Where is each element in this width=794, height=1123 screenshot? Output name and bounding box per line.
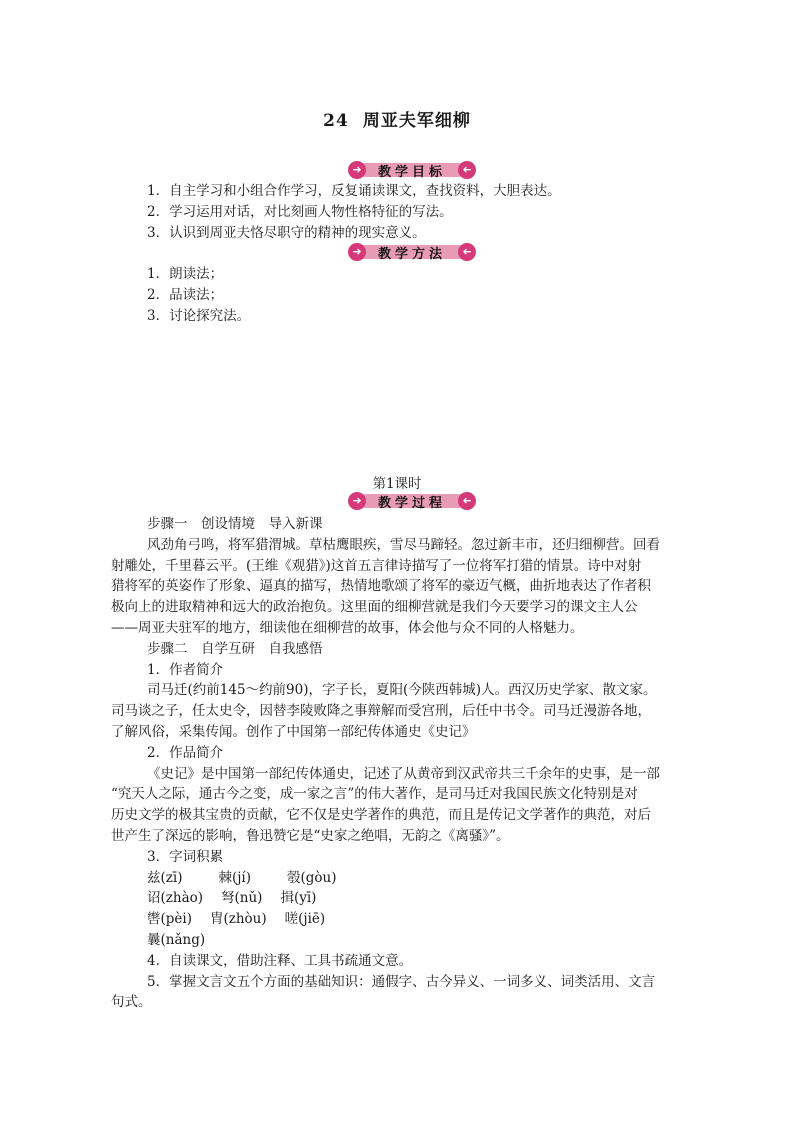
section-banner-methods	[348, 243, 476, 261]
lesson-title: 周亚夫军细柳	[362, 111, 471, 131]
vocab-row	[147, 868, 355, 888]
arrow-right-icon: ➜	[348, 243, 366, 261]
process-line: 《史记》是中国第一部纪传体通史，记述了从黄帝到汉武帝共三千余年的史事，是一部	[147, 765, 660, 782]
process-line: 风劲角弓鸣，将军猎渭城。草枯鹰眼疾，雪尽马蹄轻。忽过新丰市，还归细柳营。回看	[147, 536, 660, 553]
method-item: 1．朗读法；	[147, 266, 224, 282]
process-line: “究天人之际，通古今之变，成一家之言”的伟大著作，是司马迁对我国民族文化特别是对	[111, 786, 638, 803]
process-line: 句式。	[111, 994, 152, 1011]
vocab-item: 揖(yī)	[280, 890, 317, 907]
process-line: 步骤二 自学互研 自我感悟	[147, 640, 323, 657]
process-line: 2．作品简介	[147, 744, 224, 761]
vocab-row	[147, 909, 343, 929]
process-line: 了解风俗，采集传闻。创作了中国第一部纪传体通史《史记》	[111, 724, 476, 740]
process-line: 世产生了深远的影响，鲁迅赞它是“史家之绝唱，无韵之《离骚》”。	[111, 828, 510, 844]
vocab-item: 棘(jí)	[218, 869, 252, 886]
vocab-item: 嗟(jiē)	[284, 911, 326, 928]
arrow-left-icon: ➜	[458, 492, 476, 510]
vocab-item: 彀(gòu)	[287, 869, 337, 886]
lesson-label: 第1课时	[372, 476, 422, 492]
vocab-item: 兹(zī)	[147, 869, 183, 886]
process-line: 3．字词积累	[147, 848, 224, 865]
arrow-right-icon: ➜	[348, 161, 366, 179]
vocab-item: 胄(zhòu)	[209, 911, 267, 928]
section-banner-goals	[348, 161, 476, 179]
section-title-process: 教学过程	[377, 495, 446, 511]
arrow-right-icon: ➜	[348, 492, 366, 510]
process-line: 4．自读课文，借助注释、工具书疏通文意。	[147, 952, 413, 969]
goal-item: 3．认识到周亚夫恪尽职守的精神的现实意义。	[147, 225, 426, 241]
process-line: 历史文学的极其宝贵的贡献，它不仅是史学著作的典范，而且是传记文学著作的典范，对后	[111, 807, 651, 824]
process-line: 猎将军的英姿作了形象、逼真的描写，热情地歌颂了将军的豪迈气概，曲折地表达了作者积	[111, 578, 651, 595]
process-line: 司马谈之子，任太史令，因替李陵败降之事辩解而受宫刑，后任中书令。司马迁漫游各地，	[111, 703, 651, 720]
section-title-methods: 教学方法	[377, 246, 446, 262]
goal-item: 1．自主学习和小组合作学习，反复诵读课文，查找资料，大胆表达。	[147, 183, 561, 199]
vocab-row	[147, 888, 334, 908]
process-line: 极向上的进取精神和远大的政治抱负。这里面的细柳营就是我们今天要学习的课文主人公	[111, 599, 638, 616]
arrow-left-icon: ➜	[458, 161, 476, 179]
process-line: ——周亚夫驻军的地方，细读他在细柳营的故事，体会他与众不同的人格魅力。	[111, 620, 584, 636]
section-banner-process	[348, 492, 476, 510]
vocab-row	[147, 930, 223, 950]
page-title	[0, 106, 794, 131]
method-item: 3．讨论探究法。	[147, 308, 251, 324]
section-title-goals: 教学目标	[377, 164, 446, 180]
process-line: 射雕处，千里暮云平。(王维《观猎》)这首五言律诗描写了一位将军打猎的情景。诗中对射	[111, 557, 642, 574]
method-item: 2．品读法；	[147, 287, 224, 303]
vocab-item: 弩(nǔ)	[221, 890, 263, 907]
lesson-number: 24	[323, 111, 349, 131]
vocab-item: 辔(pèi)	[147, 911, 192, 928]
process-line: 司马迁(约前145～约前90)，字子长，夏阳(今陕西韩城)人。西汉历史学家、散文家。	[147, 682, 657, 699]
process-line: 5．掌握文言文五个方面的基础知识：通假字、古今异义、一词多义、词类活用、文言	[147, 973, 656, 990]
vocab-item: 曩(nǎng)	[147, 932, 206, 948]
arrow-left-icon: ➜	[458, 243, 476, 261]
process-line: 1．作者简介	[147, 661, 224, 678]
goal-item: 2．学习运用对话，对比刻画人物性格特征的写法。	[147, 204, 453, 220]
vocab-item: 诏(zhào)	[147, 890, 204, 907]
process-line: 步骤一 创设情境 导入新课	[147, 516, 323, 532]
